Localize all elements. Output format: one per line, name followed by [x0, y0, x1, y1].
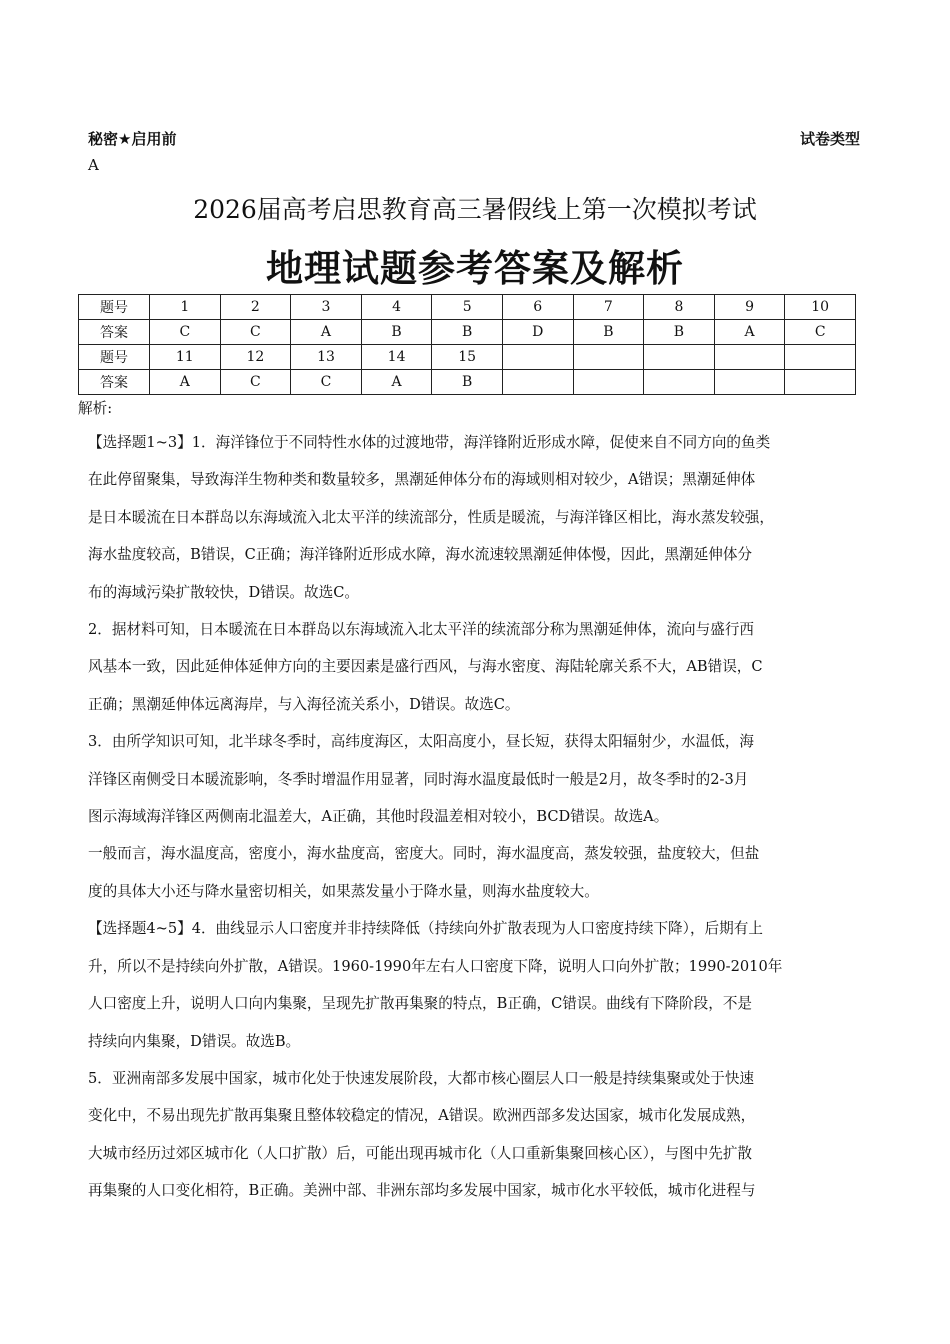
answer-cell [502, 370, 573, 395]
table-row-answers-2 [79, 370, 856, 395]
row-label: 答案 [79, 320, 150, 345]
paper-type-label: 试卷类型 [799, 130, 860, 148]
answer-cell: B [361, 320, 432, 345]
question-number [573, 345, 644, 370]
document-title: 地理试题参考答案及解析 [266, 247, 684, 290]
question-number: 7 [573, 295, 644, 320]
analysis-line: 变化中，不易出现先扩散再集聚且整体较稳定的情况，A错误。欧洲西部多发达国家，城市化发展成熟， [88, 1107, 756, 1125]
analysis-line: 2．据材料可知，日本暖流在日本群岛以东海域流入北太平洋的续流部分称为黑潮延伸体，流向与盛行西 [88, 621, 755, 639]
row-label: 答案 [79, 370, 150, 395]
analysis-line: 是日本暖流在日本群岛以东海域流入北太平洋的续流部分，性质是暖流，与海洋锋区相比，海水蒸发较强， [88, 508, 774, 526]
table-row-questions-2 [79, 345, 856, 370]
analysis-line: 升，所以不是持续向外扩散，A错误。1960-1990年左右人口密度下降，说明人口向外扩散；1990-2010年 [88, 957, 783, 975]
question-number: 10 [785, 295, 856, 320]
question-number: 15 [432, 345, 503, 370]
answer-cell [785, 370, 856, 395]
question-number: 8 [644, 295, 715, 320]
question-number: 1 [150, 295, 221, 320]
answer-cell [644, 370, 715, 395]
question-number: 14 [361, 345, 432, 370]
confidential-mark: 秘密★启用前 [88, 130, 177, 148]
answer-table [78, 294, 856, 395]
question-number: 3 [291, 295, 362, 320]
analysis-line: 正确；黑潮延伸体远离海岸，与入海径流关系小，D错误。故选C。 [88, 695, 520, 713]
answer-cell: C [785, 320, 856, 345]
analysis-line: 图示海域海洋锋区两侧南北温差大，A正确，其他时段温差相对较小，BCD错误。故选A。 [88, 808, 669, 826]
question-number: 11 [150, 345, 221, 370]
answer-cell: A [150, 370, 221, 395]
question-number: 9 [714, 295, 785, 320]
answer-cell [714, 370, 785, 395]
answer-cell: C [220, 370, 291, 395]
answer-cell: B [432, 320, 503, 345]
analysis-line: 度的具体大小还与降水量密切相关，如果蒸发量小于降水量，则海水盐度较大。 [88, 882, 599, 900]
answer-cell: C [220, 320, 291, 345]
answer-cell [573, 370, 644, 395]
analysis-line: 海水盐度较高，B错误，C正确；海洋锋附近形成水障，海水流速较黑潮延伸体慢，因此，黑潮延伸体分 [88, 546, 753, 564]
question-number [714, 345, 785, 370]
answer-cell: C [291, 370, 362, 395]
analysis-line: 5．亚洲南部多发展中国家，城市化处于快速发展阶段，大都市核心圈层人口一般是持续集聚或处于快速 [88, 1069, 755, 1087]
analysis-line: 人口密度上升，说明人口向内集聚，呈现先扩散再集聚的特点，B正确，C错误。曲线有下降阶段，不是 [88, 995, 753, 1013]
analysis-line: 一般而言，海水温度高，密度小，海水盐度高，密度大。同时，海水温度高，蒸发较强，盐度较大，但盐 [88, 845, 760, 863]
answer-cell: A [291, 320, 362, 345]
answer-cell: B [644, 320, 715, 345]
analysis-line: 布的海域污染扩散较快，D错误。故选C。 [88, 583, 359, 601]
question-number: 5 [432, 295, 503, 320]
question-number [644, 345, 715, 370]
question-number: 2 [220, 295, 291, 320]
analysis-line: 3．由所学知识可知，北半球冬季时，高纬度海区，太阳高度小，昼长短，获得太阳辐射少，水温低，海 [88, 733, 755, 751]
answer-cell: B [432, 370, 503, 395]
table-row-questions-1 [79, 295, 856, 320]
analysis-line: 风基本一致，因此延伸体延伸方向的主要因素是盛行西风，与海水密度、海陆轮廓关系不大，AB错误，C [88, 658, 763, 676]
analysis-heading: 解析: [78, 400, 113, 417]
question-number [785, 345, 856, 370]
answer-cell: B [573, 320, 644, 345]
exam-title: 2026届高考启思教育高三暑假线上第一次模拟考试 [193, 195, 757, 224]
analysis-line: 再集聚的人口变化相符，B正确。美洲中部、非洲东部均多发展中国家，城市化水平较低，城市化进程与 [88, 1182, 756, 1200]
question-number: 13 [291, 345, 362, 370]
analysis-line: 持续向内集聚，D错误。故选B。 [88, 1032, 301, 1050]
analysis-line: 【选择题1~3】1．海洋锋位于不同特性水体的过渡地带，海洋锋附近形成水障，促使来自不同方向的鱼类 [88, 434, 771, 451]
analysis-line: 大城市经历过郊区城市化（人口扩散）后，可能出现再城市化（人口重新集聚回核心区），与图中先扩散 [88, 1144, 753, 1162]
row-label: 题号 [79, 295, 150, 320]
row-label: 题号 [79, 345, 150, 370]
question-number: 4 [361, 295, 432, 320]
question-number: 6 [502, 295, 573, 320]
answer-cell: C [150, 320, 221, 345]
answer-cell: A [714, 320, 785, 345]
table-row-answers-1 [79, 320, 856, 345]
paper-type-value: A [88, 156, 99, 174]
question-number: 12 [220, 345, 291, 370]
analysis-line: 洋锋区南侧受日本暖流影响，冬季时增温作用显著，同时海水温度最低时一般是2月，故冬季时的2-3月 [88, 770, 749, 788]
analysis-line: 在此停留聚集，导致海洋生物种类和数量较多，黑潮延伸体分布的海域则相对较少，A错误；黑潮延伸体 [88, 471, 756, 489]
answer-cell: A [361, 370, 432, 395]
analysis-section [78, 398, 866, 1210]
question-number [502, 345, 573, 370]
answer-cell: D [502, 320, 573, 345]
analysis-line: 【选择题4~5】4．曲线显示人口密度并非持续降低（持续向外扩散表现为人口密度持续下降），后期有上 [88, 920, 763, 938]
